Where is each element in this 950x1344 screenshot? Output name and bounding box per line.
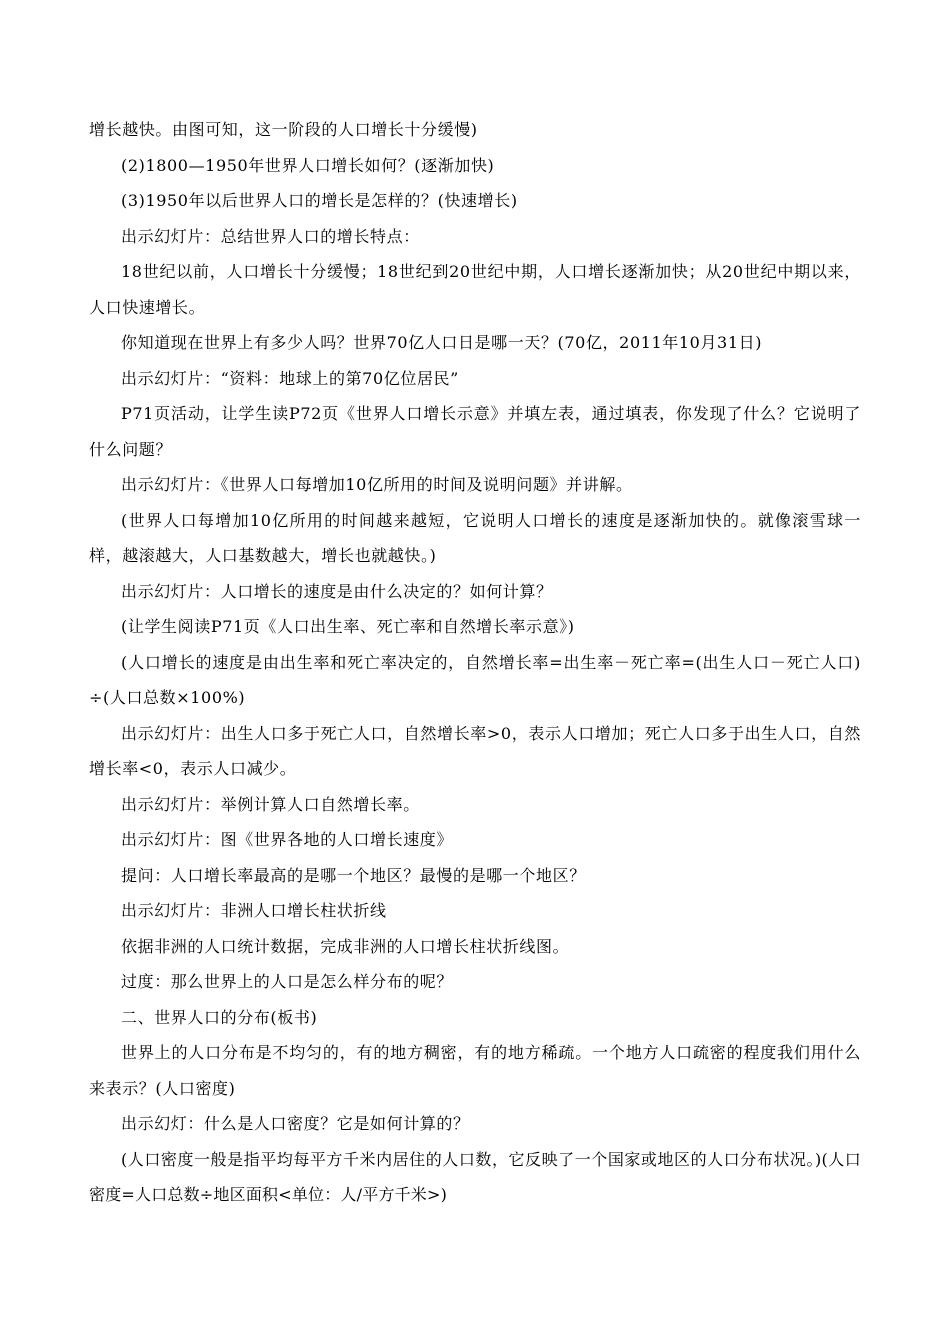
paragraph: (3)1950年以后世界人口的增长是怎样的？(快速增长) (121, 191, 518, 210)
paragraph: 出示幻灯片：举例计算人口自然增长率。 (121, 794, 420, 814)
paragraph: 出示幻灯片：《世界人口每增加10亿所用的时间及说明问题》并讲解。 (121, 475, 633, 494)
paragraph: 世界上的人口分布是不均匀的，有的地方稠密，有的地方稀疏。一个地方人口疏密的程度我们用什么来表示？(人口密度) (89, 1043, 861, 1098)
paragraph: (2)1800—1950年世界人口增长如何？(逐渐加快) (121, 155, 495, 175)
paragraph: 出示幻灯片：图《世界各地的人口增长速度》 (121, 830, 454, 849)
paragraph: 出示幻灯片：“资料：地球上的第70亿位居民” (121, 368, 459, 388)
section-heading: 二、世界人口的分布(板书) (121, 1007, 318, 1027)
paragraph: 依据非洲的人口统计数据，完成非洲的人口增长柱状折线图。 (121, 936, 570, 956)
paragraph: 过度：那么世界上的人口是怎么样分布的呢？ (121, 972, 454, 991)
paragraph: 增长越快。由图可知，这一阶段的人口增长十分缓慢) (89, 120, 478, 139)
paragraph: 出示幻灯：什么是人口密度？它是如何计算的？ (121, 1114, 470, 1133)
document-body (89, 112, 861, 1213)
paragraph: (人口增长的速度是由出生率和死亡率决定的，自然增长率=出生率－死亡率=(出生人口－死亡人口)÷(人口总数×100%) (89, 652, 861, 707)
paragraph: (人口密度一般是指平均每平方千米内居住的人口数，它反映了一个国家或地区的人口分布状况。)(人口密度=人口总数÷地区面积<单位：人/平方千米>) (89, 1149, 861, 1204)
paragraph: P71页活动，让学生读P72页《世界人口增长示意》并填左表，通过填表，你发现了什么？它说明了什么问题？ (89, 404, 861, 459)
paragraph: 出示幻灯片：总结世界人口的增长特点： (121, 226, 420, 246)
paragraph: 出示幻灯片：人口增长的速度是由什么决定的？如何计算？ (121, 581, 553, 601)
paragraph: 提问：人口增长率最高的是哪一个地区？最慢的是哪一个地区？ (121, 865, 586, 885)
paragraph: 出示幻灯片：非洲人口增长柱状折线 (121, 901, 387, 920)
paragraph: 你知道现在世界上有多少人吗？世界70亿人口日是哪一天？(70亿，2011年10月31日) (121, 333, 763, 352)
paragraph: (让学生阅读P71页《人口出生率、死亡率和自然增长率示意》) (121, 617, 575, 636)
paragraph: 18世纪以前，人口增长十分缓慢；18世纪到20世纪中期，人口增长逐渐加快；从20世纪中期以来，人口快速增长。 (89, 262, 861, 317)
paragraph: (世界人口每增加10亿所用的时间越来越短，它说明人口增长的速度是逐渐加快的。就像滚雪球一样，越滚越大，人口基数越大，增长也就越快。) (89, 510, 861, 565)
paragraph: 出示幻灯片：出生人口多于死亡人口，自然增长率>0，表示人口增加；死亡人口多于出生人口，自然增长率<0，表示人口减少。 (89, 723, 861, 778)
